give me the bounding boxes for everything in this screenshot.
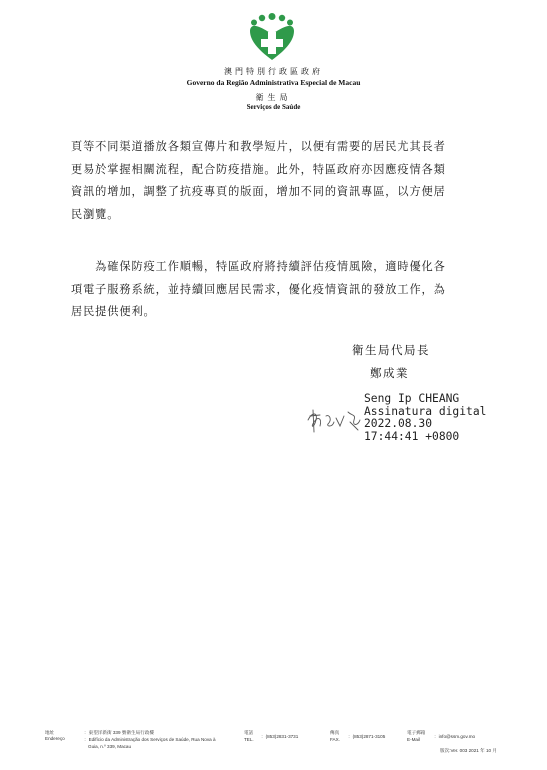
fax-label-pt: FAX. [330, 737, 340, 742]
signature-time-line: 17:44:41 +0800 [364, 429, 460, 443]
paragraph-2 [71, 256, 491, 324]
signer-name-line: Seng Ip CHEANG [364, 392, 460, 405]
address-label-pt: Endereço [45, 736, 65, 741]
tel-value: ：(853)2831-3731 [261, 734, 299, 739]
address-zh: ：東望洋新街 339 號衛生局行政樓 [84, 730, 154, 735]
text-line: 居民提供便利。 [71, 305, 156, 318]
address-label-zh: 地址 [45, 730, 55, 735]
text-line: 為確保防疫工作順暢，特區政府將持續評估疫情風險，適時優化各 [71, 260, 446, 273]
text-line: 項電子服務系統，並持續回應居民需求，優化疫情資訊的發放工作，為 [71, 282, 446, 296]
email-value: ：info@ssm.gov.mo [434, 734, 476, 739]
paragraph-1 [71, 136, 491, 226]
health-bureau-logo [247, 12, 297, 62]
email-label-zh: 電子郵箱 [407, 730, 426, 735]
text-line: 民瀏覽。 [71, 207, 120, 221]
text-line: 資訊的增加，調整了抗疫專頁的版面，增加不同的資訊專區，以方便居 [71, 185, 446, 198]
department-name-pt: Serviços de Saúde [246, 103, 301, 111]
government-name-zh: 澳門特別行政區政府 [224, 67, 323, 76]
address-pt-line1: ：Edifício da Administração dos Serviços de Saúde, Rua Nova à [84, 737, 216, 742]
signature-date-line: 2022.08.30 [364, 417, 433, 430]
text-line: 頁等不同渠道播放各類宣傳片和教學短片，以便有需要的居民尤其長者 [71, 140, 446, 153]
signature-type-line: Assinatura digital [364, 404, 487, 418]
email-label-pt: E-Mail [407, 737, 421, 742]
handwritten-signature [304, 406, 364, 436]
address-pt-line2: Guia, n.º 339, Macau [88, 744, 132, 749]
signatory-name: 鄭成業 [370, 366, 409, 380]
tel-label-zh: 電話 [244, 730, 254, 735]
government-name-pt: Governo da Região Administrativa Especial de Macau [186, 78, 361, 87]
fax-label-zh: 傳真 [330, 730, 340, 735]
text-line: 更易於掌握相關流程，配合防疫措施。此外，特區政府亦因應疫情各類 [71, 162, 446, 176]
digital-signature-text [364, 393, 486, 443]
tel-label-pt: TEL. [244, 737, 254, 742]
department-name-zh: 衛生局 [255, 93, 292, 102]
document-version: 版次:Ver. 003 2021 年 10 月 [440, 748, 497, 753]
signatory-title: 衛生局代局長 [352, 343, 430, 357]
fax-value: ：(853)2871-3105 [348, 734, 386, 739]
